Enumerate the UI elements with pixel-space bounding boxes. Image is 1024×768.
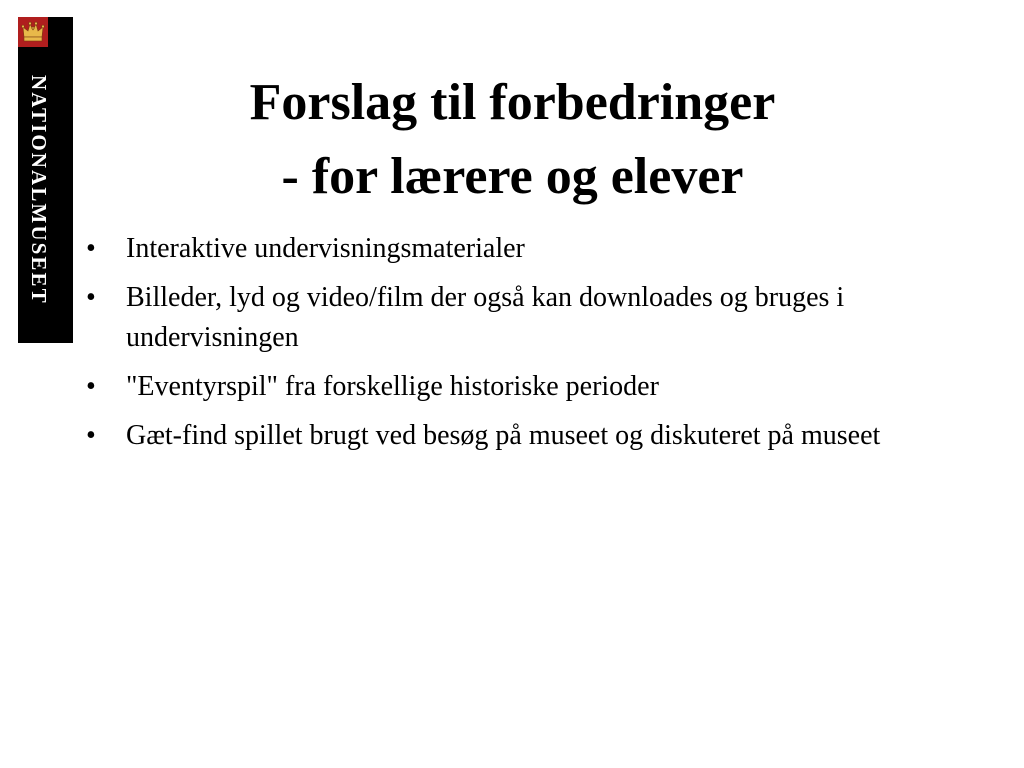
bullet-text: Interaktive undervisningsmaterialer xyxy=(126,233,525,264)
bullet-item xyxy=(86,229,926,269)
bullet-item xyxy=(86,416,926,456)
bullet-item xyxy=(86,278,926,358)
bullet-item xyxy=(86,367,926,407)
bullet-text: "Eventyrspil" fra forskellige historiske perioder xyxy=(126,371,659,402)
bullet-marker: • xyxy=(86,371,96,402)
bullet-text: Gæt-find spillet brugt ved besøg på museet og diskuteret på museet xyxy=(126,420,881,451)
bullet-list xyxy=(86,229,926,465)
bullet-marker: • xyxy=(86,233,96,264)
bullet-marker: • xyxy=(86,282,96,313)
title-line-1: Forslag til forbedringer xyxy=(249,74,776,131)
nationalmuseet-logo xyxy=(18,17,73,343)
slide-title xyxy=(120,66,905,214)
logo-wordmark: NATIONALMUSEET xyxy=(27,75,51,305)
title-line-2: - for lærere og elever xyxy=(281,148,744,205)
bullet-marker: • xyxy=(86,420,96,451)
crown-badge xyxy=(18,17,48,47)
crown-icon xyxy=(21,21,45,43)
bullet-text: Billeder, lyd og video/film der også kan downloades og bruges i undervisningen xyxy=(126,282,845,353)
